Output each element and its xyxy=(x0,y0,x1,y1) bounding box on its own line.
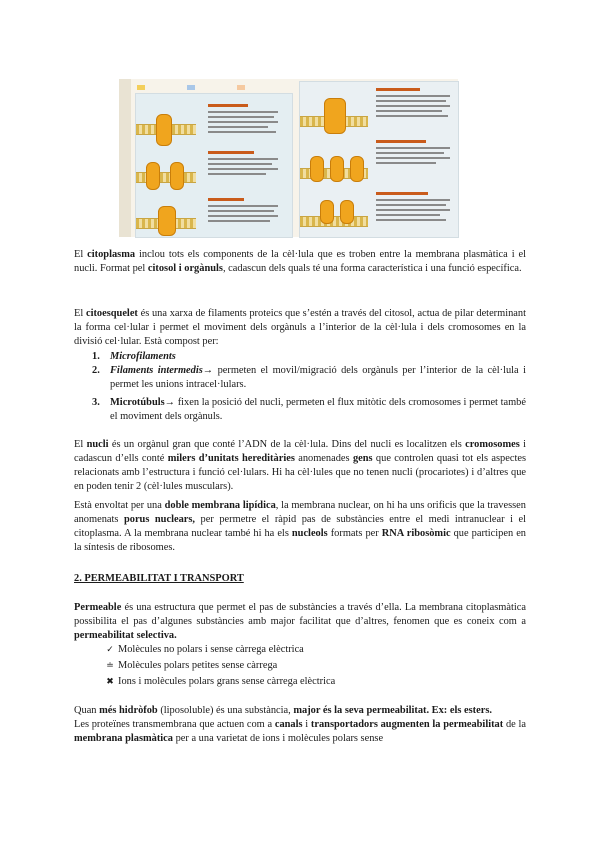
text-run: RNA ribosòmic xyxy=(381,527,451,539)
text-run: Està envoltat per una xyxy=(74,500,165,511)
text-run: Quan xyxy=(74,705,100,716)
text-run: porus nuclears, xyxy=(123,513,196,525)
figure-panel-right xyxy=(299,81,459,238)
text-run: (liposoluble) és una substància, xyxy=(157,705,294,716)
paragraph-citoesquelet xyxy=(74,307,526,349)
text-run: gens xyxy=(352,452,373,464)
text-run: i xyxy=(302,719,311,730)
text-run: per a una varietat de ions i molècules polars sense xyxy=(173,732,384,744)
text-run: citosol i orgànuls xyxy=(147,262,223,274)
text-run: El xyxy=(74,439,87,450)
paragraph-nucli xyxy=(74,438,526,494)
figure-panel-left xyxy=(135,93,293,238)
text-run: anomenades xyxy=(294,452,353,464)
text-run: és un orgànul gran que conté l’ADN de la cèl·lula. Dins del nucli es localitzen els xyxy=(108,439,466,450)
bullet-item-2: ≐ Molècules polars petites sense càrrega xyxy=(105,659,277,674)
list-item-microfilaments xyxy=(110,350,176,364)
text-run: → fixen la posició del nucli, permeten el flux mitòtic dels cromosomes i permet també el moviment dels orgànuls. xyxy=(110,397,526,422)
text-run: citoesquelet xyxy=(85,308,138,319)
text-run: Permeable xyxy=(74,602,122,613)
text-run: que controlen quasi tot els aspectes relacionats amb l’estructura i funció cel·lulars. Hi ha cèl·lules que no tenen nucli (procariotes) i d’altres que en poden tenir 2 (cèl·lules musculars). xyxy=(74,452,526,492)
text-run: citoplasma xyxy=(87,249,136,260)
text-run: → permeten el movil/migració dels orgànuls per l’interior de la cèl·lula i permet les unions intracel·lulars. xyxy=(110,365,526,390)
figure-credit-strip xyxy=(119,79,131,237)
text-run: formats per xyxy=(327,527,382,539)
text-run: canals xyxy=(274,719,303,730)
paragraph-proteines xyxy=(74,718,526,746)
text-run: inclou tots els components de la cèl·lula que es troben entre la membrana plasmàtica i el nucli. Format pel xyxy=(74,249,526,274)
text-run: , cadascun dels quals té una forma característica i una funció específica. xyxy=(222,262,522,274)
bullet-item-3: ✖ Ions i molècules polars grans sense càrrega elèctrica xyxy=(105,675,335,690)
bullet-item-1: ✓ Molècules no polars i sense càrrega elèctrica xyxy=(105,643,304,658)
text-run: que participen en la síntesis de ribosomes. xyxy=(74,527,527,553)
text-run: és una xarxa de filaments proteics que s’estén a través del citosol, actua de pilar determinant la forma cel·lular i permet el moviment dels orgànuls a l’interior de la cèl·lula i dels cromosomes en la divisió cel·lular. Està compost per: xyxy=(74,308,526,347)
text-run: nucli xyxy=(86,439,109,450)
list-number-1: 1. xyxy=(92,351,100,362)
text-run: , la membrana nuclear, on hi ha uns orificis que la travessen anomenats xyxy=(74,500,526,525)
check-icon: ✓ xyxy=(106,645,114,655)
text-run: Microtúbuls xyxy=(110,397,165,408)
text-run: Microfilaments xyxy=(110,351,176,362)
paragraph-citoplasma xyxy=(74,248,526,276)
list-number-2: 2. xyxy=(92,365,100,376)
partial-icon: ≐ xyxy=(106,661,114,671)
text-run: transportadors augmenten la permeabilitat xyxy=(310,719,504,730)
text-run: per permetre el ràpid pas de substàncies entre el medi intranuclear i el citoplasma. A la membrana nuclear també hi ha els xyxy=(74,513,526,539)
text-run: més hidròfob xyxy=(99,705,158,716)
paragraph-hidrofob xyxy=(74,704,526,718)
text-run: membrana plasmàtica xyxy=(74,732,173,744)
text-run: El xyxy=(74,249,88,260)
text-run: doble membrana lipídica xyxy=(164,500,276,511)
list-number-3: 3. xyxy=(92,397,100,408)
text-run: major és la seva permeabilitat. Ex: els esters. xyxy=(293,705,492,716)
text-run: milers d’unitats hereditàries xyxy=(167,452,295,464)
text-run: nucleols xyxy=(291,527,328,539)
text-run: Les proteïnes transmembrana que actuen com a xyxy=(74,719,275,730)
text-run: de la xyxy=(503,719,526,730)
cross-icon: ✖ xyxy=(106,677,114,687)
figure-legend xyxy=(137,83,287,91)
text-run: és una estructura que permet el pas de substàncies a través d’ella. La membrana citoplasmàtica possibilita el pas d’algunes substàncies amb major facilitat que d’altres, fenomen que es coneix com a xyxy=(74,602,526,627)
text-run: Filaments intermedis xyxy=(110,365,203,376)
list-item-filaments-intermedis xyxy=(110,364,526,392)
paragraph-embolcall-nuclear xyxy=(74,499,526,555)
text-run: cromosomes xyxy=(465,439,520,450)
paragraph-permeable xyxy=(74,601,526,643)
text-run: i cadascun d’ells conté xyxy=(74,439,526,464)
section-heading: 2. PERMEABILITAT I TRANSPORT xyxy=(74,573,244,584)
list-item-microtubuls xyxy=(110,396,526,424)
membrane-proteins-figure xyxy=(119,79,458,237)
text-run: El xyxy=(74,308,86,319)
text-run: permeabilitat selectiva. xyxy=(74,629,177,641)
